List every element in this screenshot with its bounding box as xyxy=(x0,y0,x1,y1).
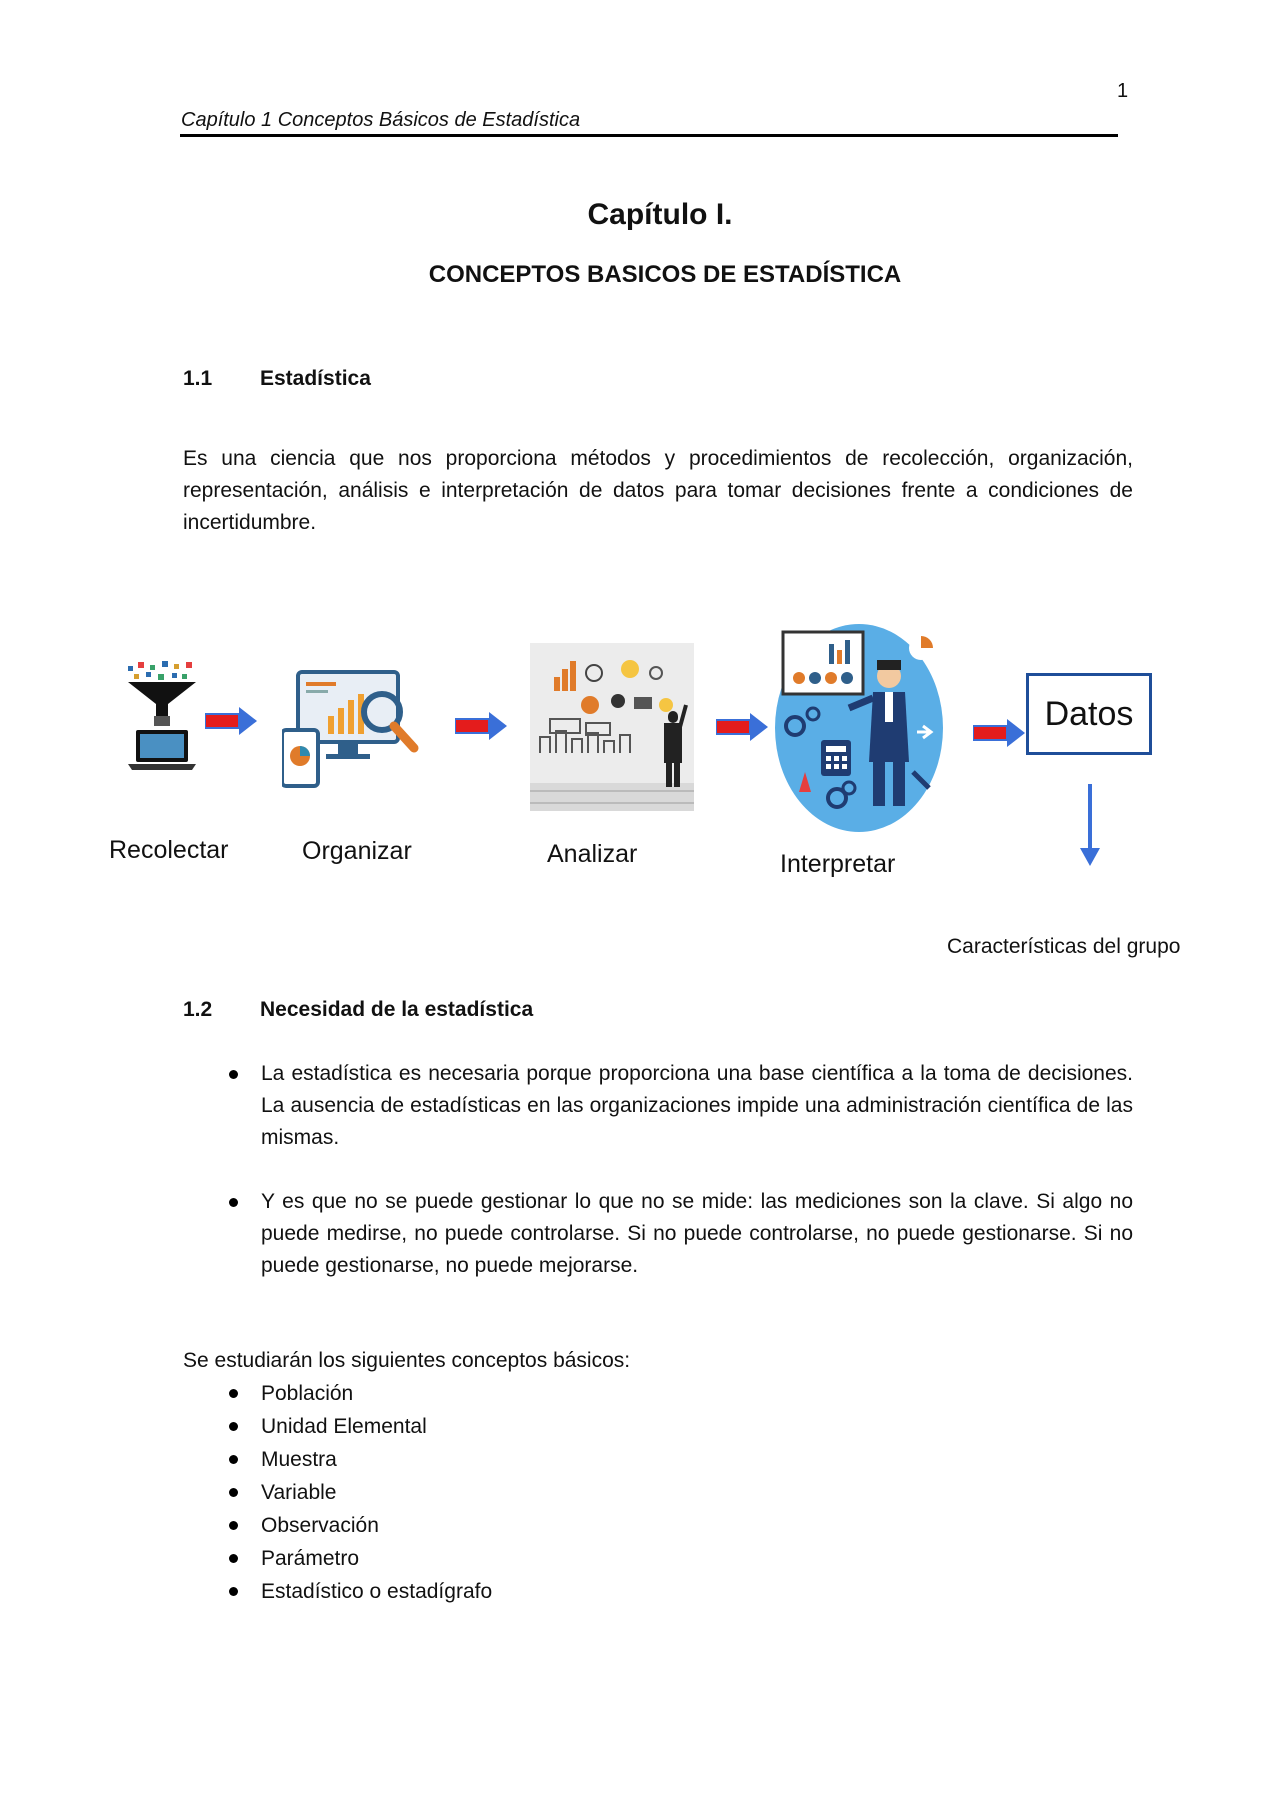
list-item: Muestra xyxy=(183,1443,1133,1476)
necessity-bullet-list xyxy=(183,1058,1133,1282)
chapter-title: Capítulo I. xyxy=(587,198,733,231)
chapter-subtitle: CONCEPTOS BASICOS DE ESTADÍSTICA xyxy=(428,261,902,288)
list-item: Variable xyxy=(183,1476,1133,1509)
concepts-intro: Se estudiarán los siguientes conceptos básicos: xyxy=(183,1349,631,1372)
section-number: 1.1 xyxy=(183,367,213,390)
list-item: Unidad Elemental xyxy=(183,1410,1133,1443)
list-item: Y es que no se puede gestionar lo que no se mide: las mediciones son la clave. Si algo no puede medirse, no puede controlarse. Si no puede controlarse, no puede gestionarse. Si no puede gestionarse, no puede mejorarse. xyxy=(183,1186,1133,1282)
section-number: 1.2 xyxy=(183,998,213,1021)
right-arrow-icon xyxy=(973,718,1027,748)
right-arrow-icon xyxy=(455,711,509,741)
concepts-section xyxy=(183,1344,1133,1608)
section-title: Estadística xyxy=(260,367,371,390)
step-label-recolectar: Recolectar xyxy=(109,836,229,864)
analysis-whiteboard-image xyxy=(530,643,694,811)
right-arrow-icon xyxy=(716,712,770,742)
chart-magnifier-icon xyxy=(282,670,422,790)
datos-box: Datos xyxy=(1026,673,1152,755)
presenter-icon xyxy=(773,622,945,834)
step-label-interpretar: Interpretar xyxy=(780,850,896,878)
step-label-analizar: Analizar xyxy=(547,840,638,868)
list-item: Población xyxy=(183,1377,1133,1410)
down-arrow-icon xyxy=(1078,784,1102,866)
list-item: La estadística es necesaria porque proporciona una base científica a la toma de decisiones. La ausencia de estadísticas en las organizaciones impide una administración científica de las mismas. xyxy=(183,1058,1133,1154)
header-rule xyxy=(180,134,1118,137)
section-paragraph: Es una ciencia que nos proporciona métodos y procedimientos de recolección, organización, representación, análisis e interpretación de datos para tomar decisiones frente a condiciones de incertidumbre. xyxy=(183,447,1133,534)
step-label-organizar: Organizar xyxy=(302,837,412,865)
list-item: Estadístico o estadígrafo xyxy=(183,1575,1133,1608)
page-number: 1 xyxy=(1117,80,1129,102)
outcome-caption: Características del grupo xyxy=(947,935,1181,958)
section-title: Necesidad de la estadística xyxy=(260,998,534,1021)
running-header: Capítulo 1 Conceptos Básicos de Estadística xyxy=(181,109,581,131)
concepts-list xyxy=(183,1377,1133,1608)
list-item: Parámetro xyxy=(183,1542,1133,1575)
list-item: Observación xyxy=(183,1509,1133,1542)
data-funnel-laptop-icon xyxy=(124,660,200,775)
right-arrow-icon xyxy=(205,706,259,736)
